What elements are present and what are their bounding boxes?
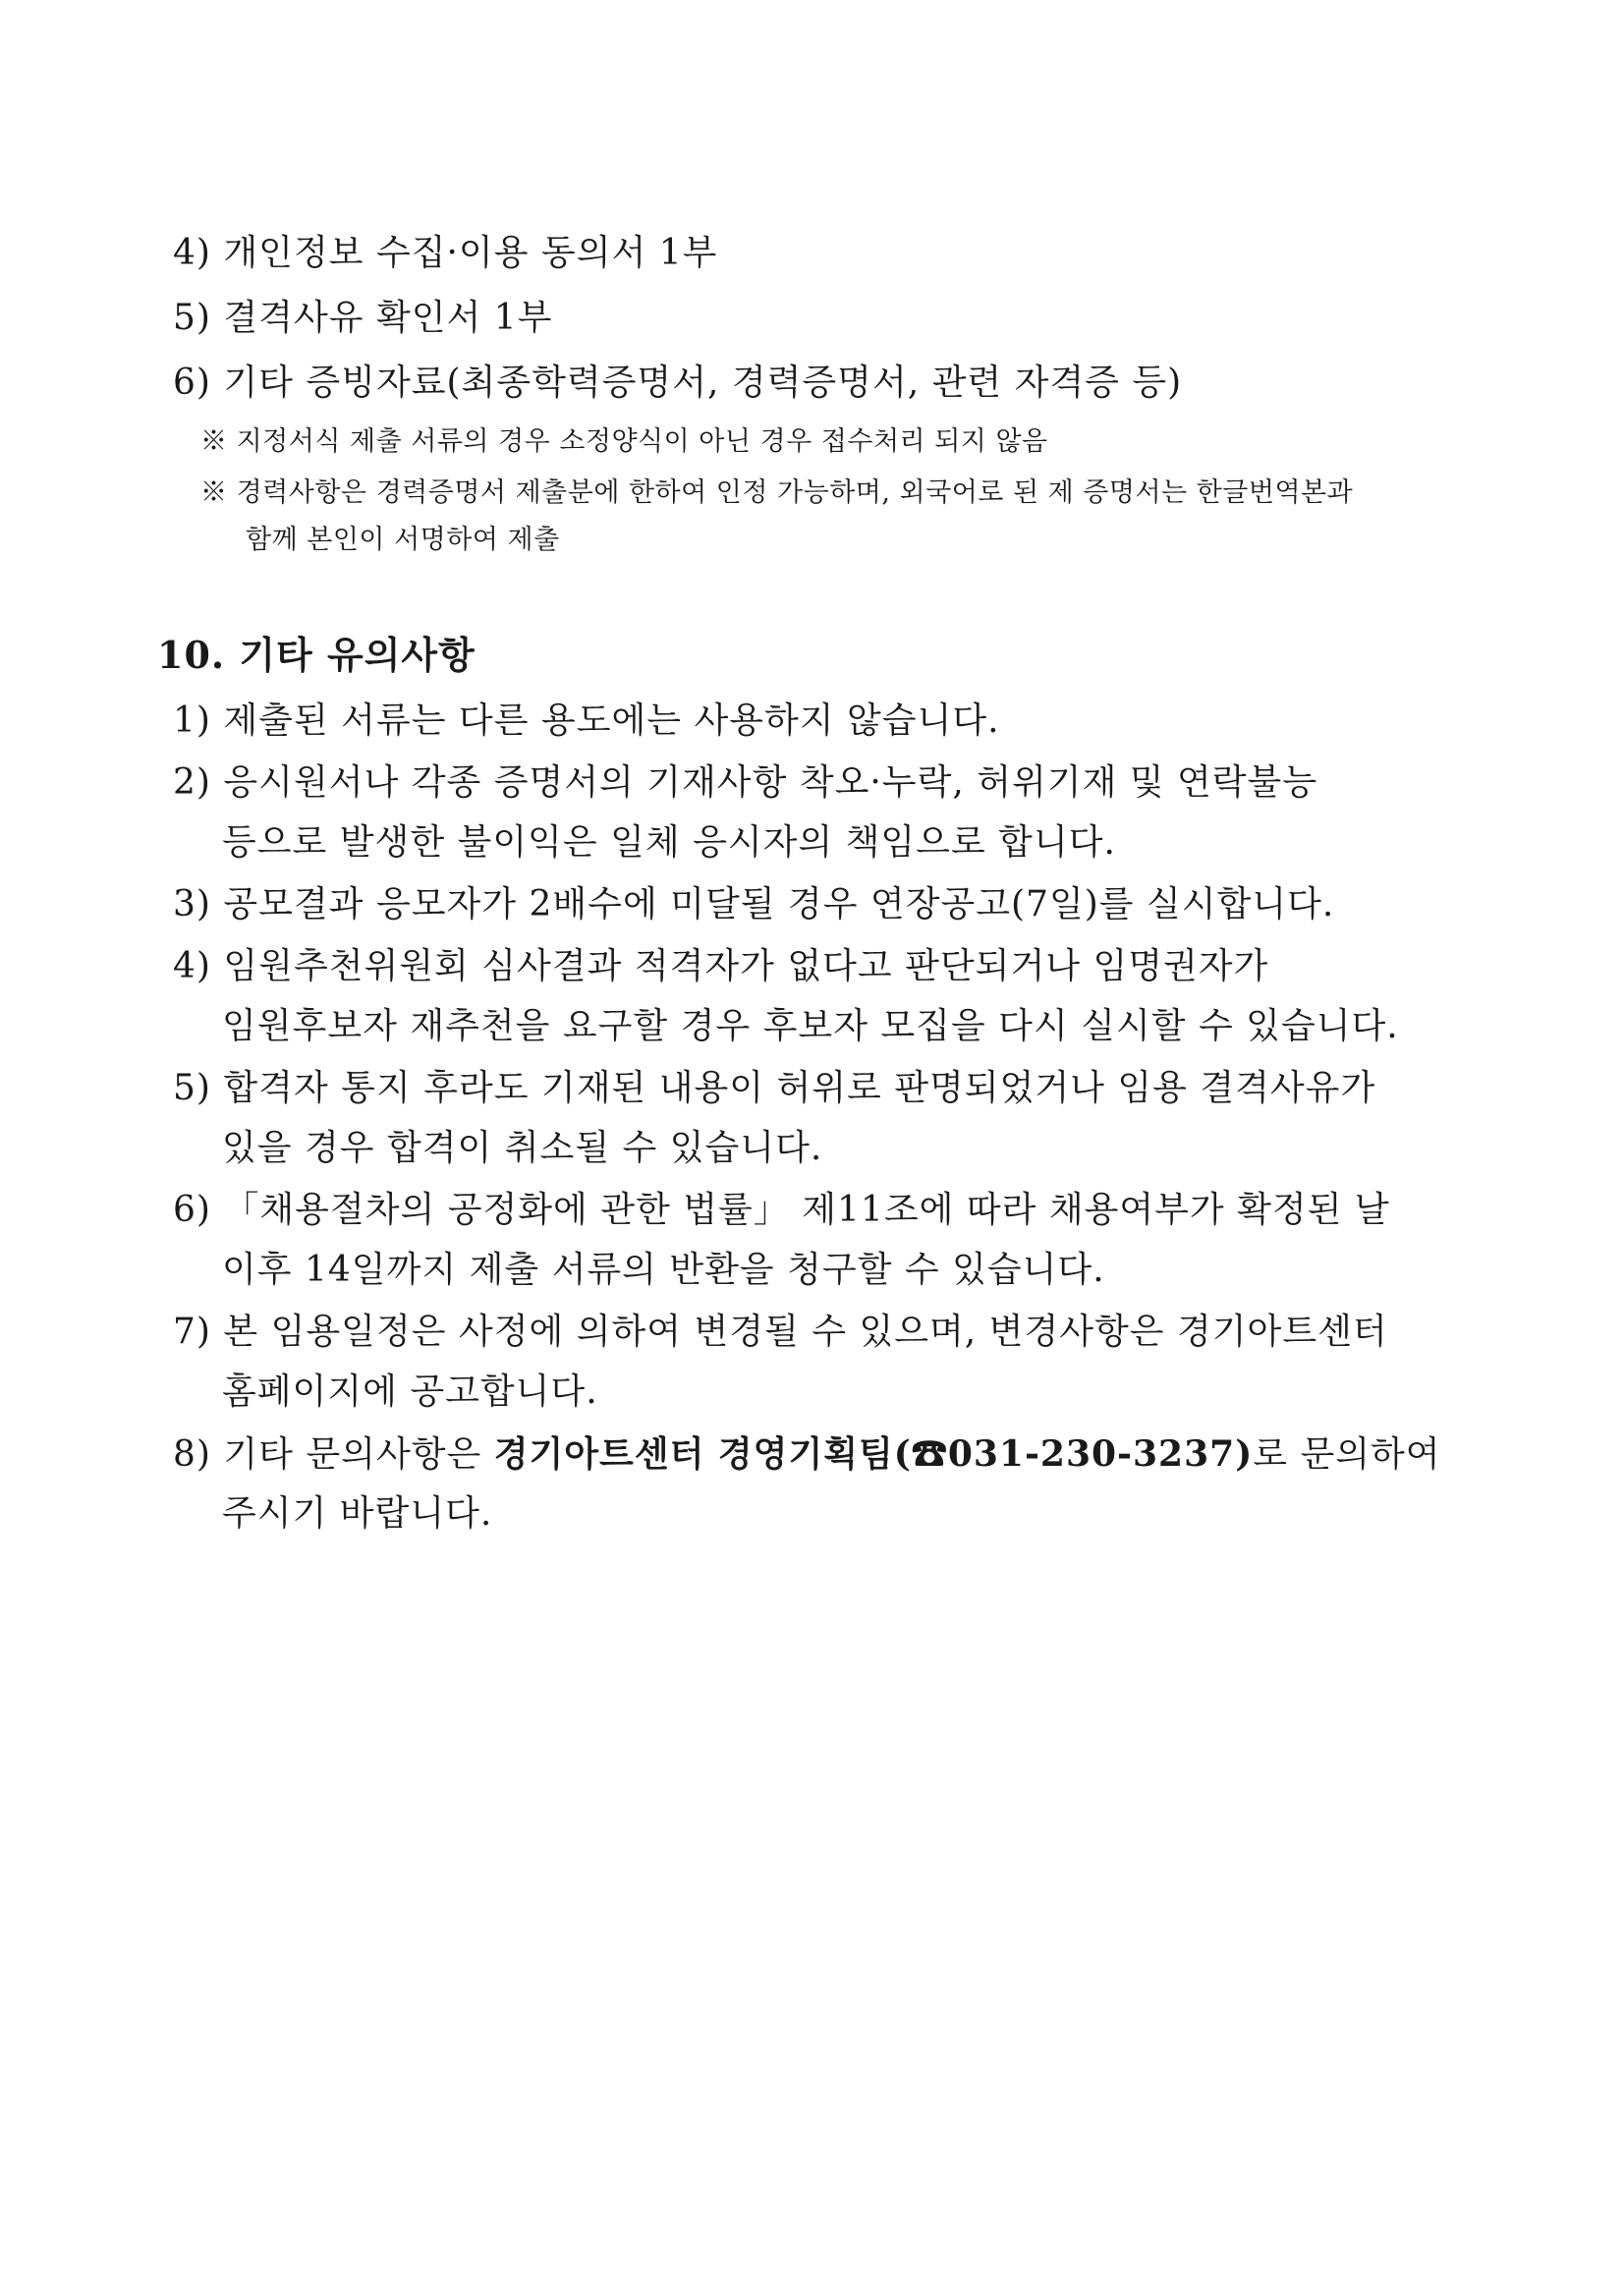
submission-note-1: ※ 지정서식 제출 서류의 경우 소정양식이 아닌 경우 접수처리 되지 않음 [200,426,1048,457]
notice-item-5-line-1: 5) 합격자 통지 후라도 기재된 내용이 허위로 판명되었거나 임용 결격사유가 [173,1068,1376,1108]
submission-item-4: 4) 개인정보 수집·이용 동의서 1부 [173,233,718,273]
notice-item-8-suffix: 로 문의하여 [1253,1434,1441,1475]
notice-item-4-line-2: 임원후보자 재추천을 요구할 경우 후보자 모집을 다시 실시할 수 있습니다. [222,1006,1399,1046]
section-10-heading: 10. 기타 유의사항 [157,633,476,677]
submission-item-6: 6) 기타 증빙자료(최종학력증명서, 경력증명서, 관련 자격증 등) [173,363,1183,403]
notice-item-8-line-2: 주시기 바랍니다. [222,1493,493,1534]
notice-item-1: 1) 제출된 서류는 다른 용도에는 사용하지 않습니다. [173,700,1000,741]
notice-item-2-line-2: 등으로 발생한 불이익은 일체 응시자의 책임으로 합니다. [222,822,1116,863]
notice-item-7-line-2: 홈페이지에 공고합니다. [222,1372,598,1412]
submission-note-2-line-2: 함께 본인이 서명하여 제출 [246,525,560,555]
submission-item-5: 5) 결격사유 확인서 1부 [173,298,553,338]
notice-item-4-line-1: 4) 임원추천위원회 심사결과 적격자가 없다고 판단되거나 임명권자가 [173,946,1269,986]
notice-item-6-line-1: 6) 「채용절차의 공정화에 관한 법률」 제11조에 따라 채용여부가 확정된 날 [173,1190,1390,1230]
notice-item-6-line-2: 이후 14일까지 제출 서류의 반환을 청구할 수 있습니다. [222,1250,1105,1290]
notice-item-8-line-1 [173,1433,1441,1475]
contact-info: 경기아트센터 경영기획팀(☎031-230-3237) [493,1433,1254,1475]
notice-item-2-line-1: 2) 응시원서나 각종 증명서의 기재사항 착오·누락, 허위기재 및 연락불능 [173,762,1318,803]
notice-item-7-line-1: 7) 본 임용일정은 사정에 의하여 변경될 수 있으며, 변경사항은 경기아트센터 [173,1312,1388,1352]
notice-item-3: 3) 공모결과 응모자가 2배수에 미달될 경우 연장공고(7일)를 실시합니다. [173,884,1335,924]
notice-item-8-prefix: 8) 기타 문의사항은 [173,1434,494,1475]
notice-item-5-line-2: 있을 경우 합격이 취소될 수 있습니다. [222,1128,823,1168]
submission-note-2-line-1: ※ 경력사항은 경력증명서 제출분에 한하여 인정 가능하며, 외국어로 된 제 증명서는 한글번역본과 [200,477,1354,508]
